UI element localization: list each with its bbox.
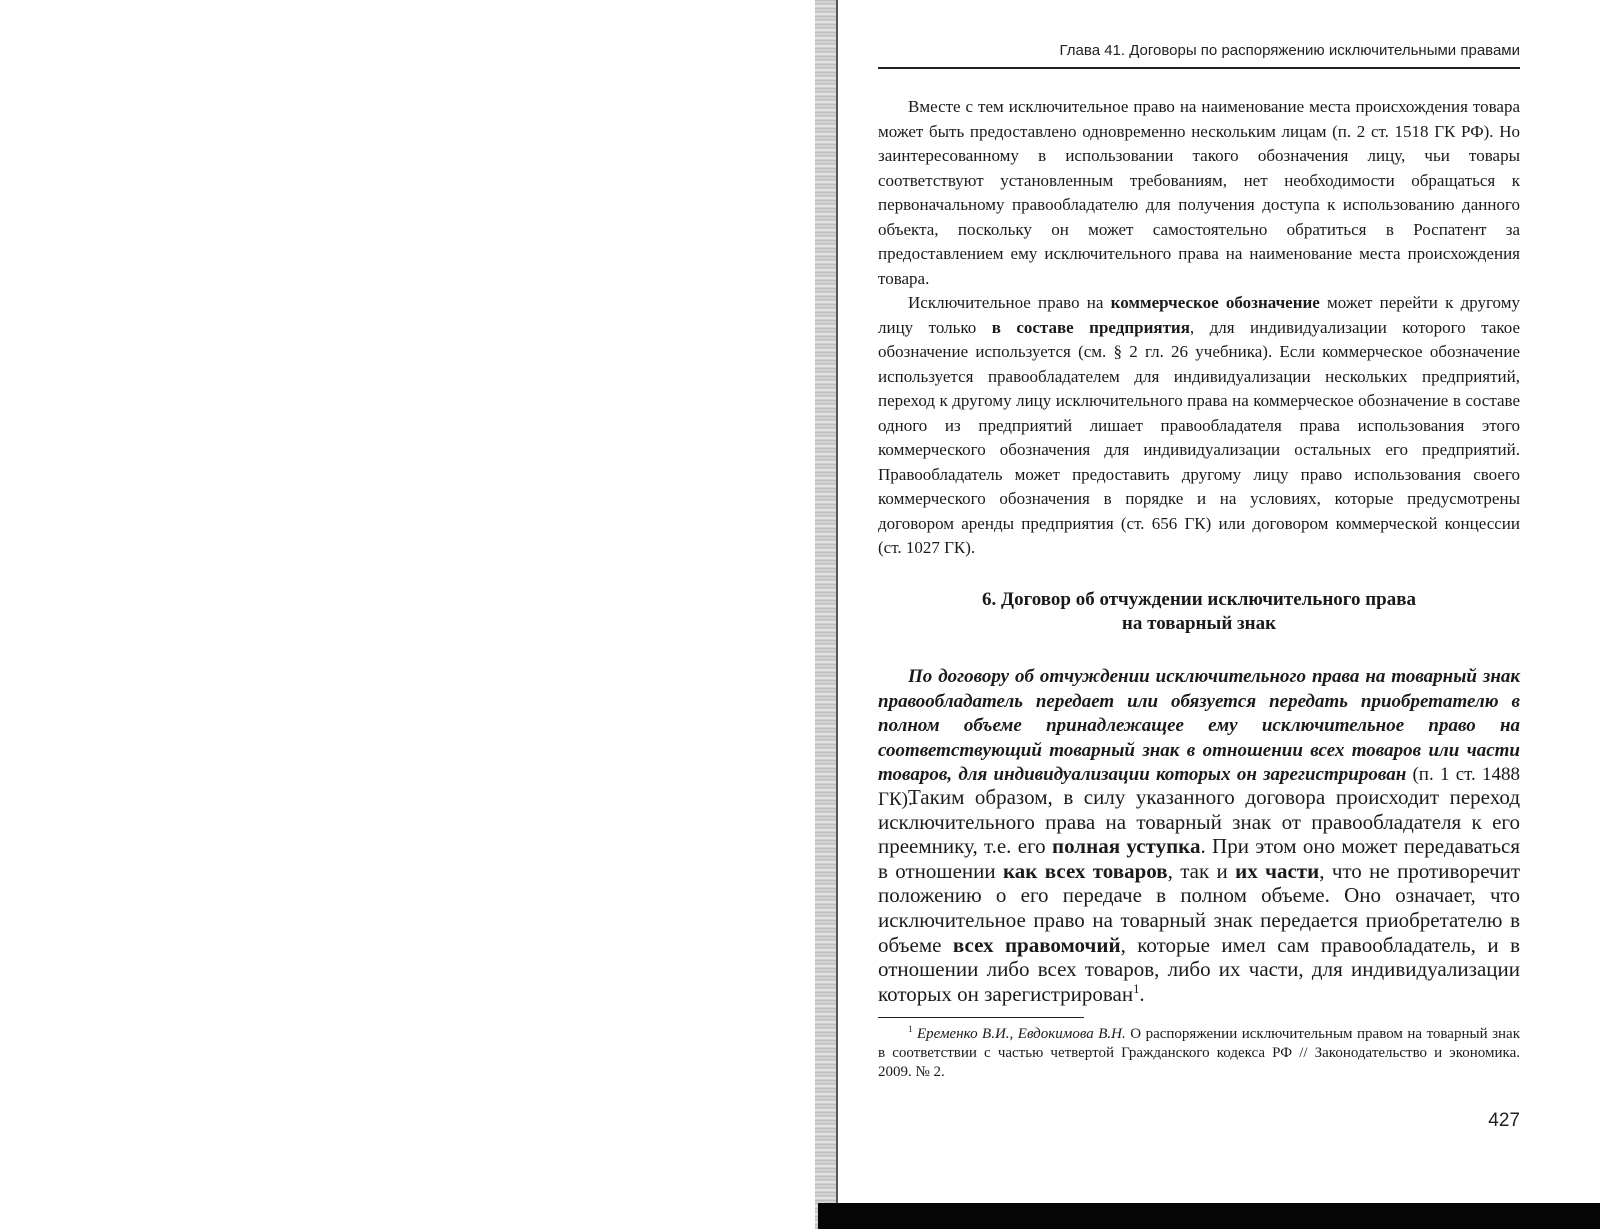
footnote — [878, 1025, 1520, 1082]
paragraph — [878, 785, 1520, 1006]
heading-line: 6. Договор об отчуждении исключительного права — [982, 589, 1416, 610]
text-run: Исключительное право на — [908, 293, 1111, 312]
section-heading — [878, 588, 1520, 636]
text-run: . При этом оно может передаваться в отношении — [878, 834, 1520, 883]
footnote-number: 1 — [908, 1024, 913, 1034]
bold-term: как всех товаров — [1003, 858, 1168, 883]
footnote-marker: 1 — [1133, 981, 1140, 996]
paragraph — [878, 291, 1520, 561]
section-body — [878, 95, 1520, 561]
text-run: Таким образом, в силу указанного договора происходит переход исключительного права на товарный знак от правообладателя к его преемнику, т.е. его — [878, 785, 1520, 859]
bold-term: полная уступка — [1051, 834, 1201, 859]
text-run: может перейти к другому лицу только — [878, 293, 1520, 337]
page-number: 427 — [1488, 1110, 1520, 1131]
scan-bottom-edge — [818, 1203, 1600, 1229]
bold-term: в составе предприятия — [991, 317, 1190, 337]
text-run: , так и — [1167, 858, 1236, 883]
footnote-text: О распоряжении исключительным правом на товарный знак в соответствии с частью четвертой Гражданского кодекса РФ // Законодательство и экономика. 2009. № 2. — [878, 1026, 1520, 1080]
running-header: Глава 41. Договоры по распоряжению исключительными правами — [1059, 42, 1520, 59]
definition-text: По договору об отчуждении исключительного права на товарный знак правообладатель передает или обязуется передать приобретателю в полном объеме принадлежащее ему исключительное право на соответствующий товарный знак в отношении всех товаров или части товаров, для индивидуализации которых он зарегистрирован — [878, 666, 1520, 785]
footnote-rule — [878, 1017, 1084, 1018]
text-run: , которые имел сам правообладатель, и в отношении либо всех товаров, либо их части, для индивидуализации которых он зарегистрирован — [878, 932, 1520, 1006]
text-run: . — [1139, 981, 1145, 1006]
bold-term: их части — [1235, 858, 1320, 883]
legal-reference: (п. 1 ст. 1488 ГК). — [878, 764, 1520, 810]
bold-term: коммерческое обозначение — [1110, 293, 1320, 312]
paragraph: Вместе с тем исключительное право на наименование места происхождения товара может быть предоставлено одновременно нескольким лицам (п. 2 ст. 1518 ГК РФ). Но заинтересованному в использовании такого обозначения лицу, чьи товары соответствуют установленным требованиям, нет необходимости обращаться к первоначальному правообладателю для получения доступа к использованию данного объекта, поскольку он может самостоятельно обратиться в Роспатент за предоставлением ему исключительного права на наименование места происхождения товара. — [878, 97, 1520, 288]
bold-term: всех правомочий — [952, 932, 1121, 957]
book-spine-edge — [836, 0, 838, 1229]
header-rule — [878, 67, 1520, 69]
text-run: , для индивидуализации которого такое обозначение используется (см. § 2 гл. 26 учебника). Если коммерческое обозначение используется правообладателем для индивидуализации нескольких предприятий, переход к другому лицу исключительного права на коммерческое обозначение в составе одного из предприятий лишает правообладателя права использования этого коммерческого обозначения для индивидуализации остальных его предприятий. Правообладатель может предоставить другому лицу право использования своего коммерческого обозначения в порядке и на условиях, которые предусмотрены договором аренды предприятия (ст. 656 ГК) или договором коммерческой концессии (ст. 1027 ГК). — [878, 317, 1521, 557]
heading-line: на товарный знак — [1121, 613, 1277, 634]
book-spine-shadow — [815, 0, 837, 1229]
footnote-authors: Еременко В.И., Евдокимова В.Н. — [917, 1026, 1126, 1042]
text-run: , что не противоречит положению о его передаче в полном объеме. Оно означает, что исключительное право на товарный знак передается приобретателю в объеме — [878, 858, 1521, 957]
